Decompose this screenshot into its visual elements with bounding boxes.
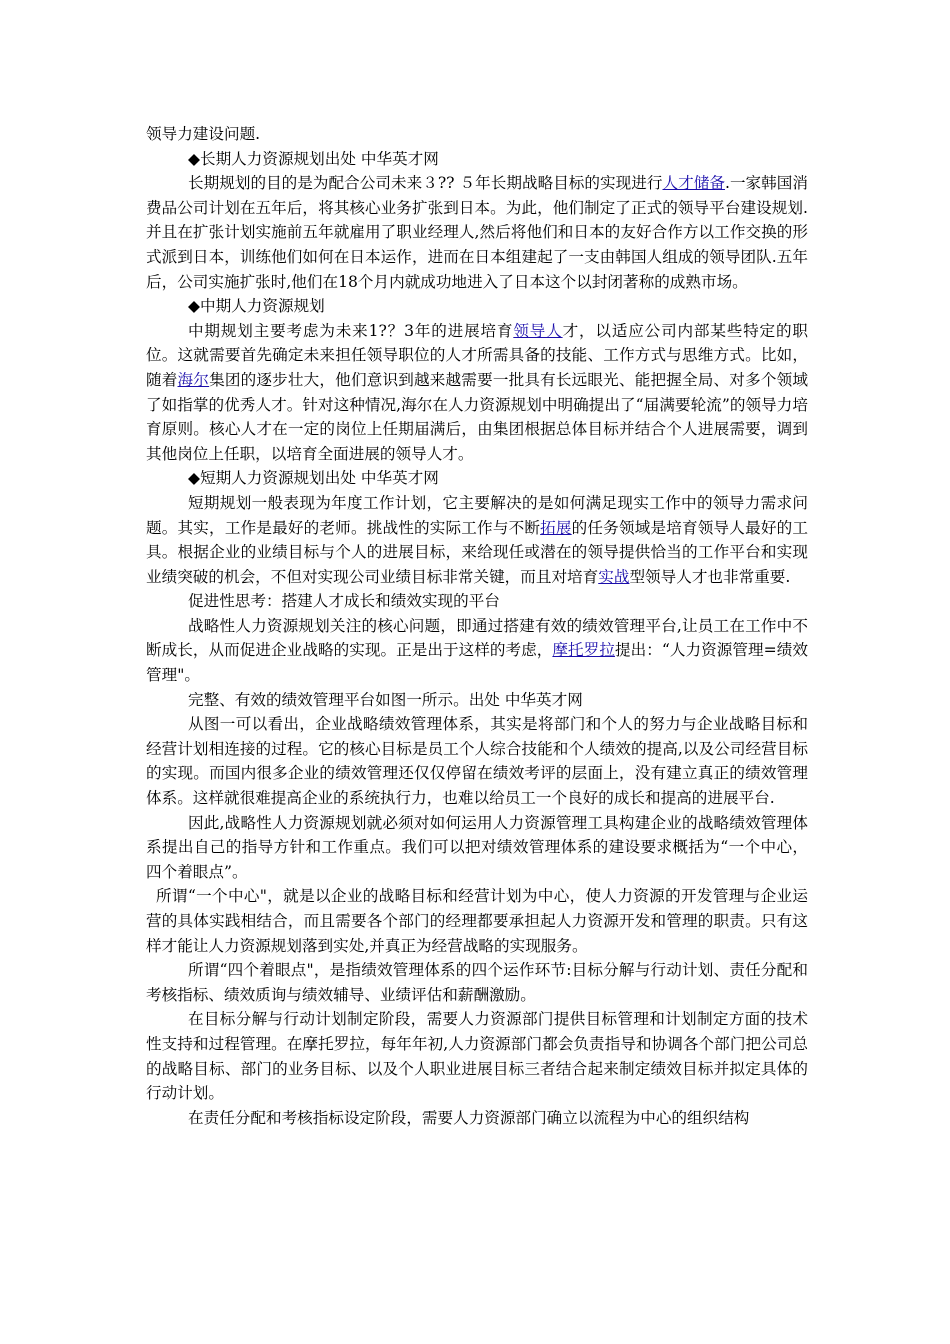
paragraph-text: 才，以适应公司内部某些特定的职位。这就需要首先确定未来担任领导职位的人才所需具备的技能、工作方式与思维方式。比如，随着 (146, 321, 808, 389)
paragraph-text: 型领导人才也非常重要. (629, 567, 791, 586)
paragraph-text: 所谓“四个着眼点"，是指绩效管理体系的四个运作环节:目标分解与行动计划、责任分配和考核指标、绩效质询与绩效辅导、业绩评估和薪酬激励。 (146, 961, 808, 1004)
paragraph-text: 完整、有效的绩效管理平台如图一所示。出处 中华英才网 (188, 690, 583, 709)
inline-link[interactable]: 海尔 (177, 370, 210, 389)
paragraph-text: 长期规划的目的是为配合公司未来３?? ５年长期战略目标的实现进行 (188, 174, 663, 193)
paragraph-text: ◆中期人力资源规划 (188, 297, 325, 316)
inline-link[interactable]: 领导人 (513, 321, 563, 340)
paragraph-text: 在目标分解与行动计划制定阶段，需要人力资源部门提供目标管理和计划制定方面的技术性支持和过程管理。在摩托罗拉，每年年初,人力资源部门都会负责指导和协调各个部门把公司总的战略目标、部门的业务目标、以及个人职业进展目标三者结合起来制定绩效目标并拟定具体的行动计划。 (146, 1010, 808, 1103)
paragraph-p11 (146, 712, 808, 810)
paragraph-text: ◆长期人力资源规划出处 中华英才网 (188, 149, 439, 168)
paragraph-p12 (146, 811, 808, 885)
paragraph-p10 (146, 688, 808, 713)
paragraph-text: 因此,战略性人力资源规划就必须对如何运用人力资源管理工具构建企业的战略绩效管理体系提出自己的指导方针和工作重点。我们可以把对绩效管理体系的建设要求概括为“一个中心，四个着眼点”。 (146, 813, 808, 881)
paragraph-text: 所谓“一个中心"，就是以企业的战略目标和经营计划为中心，使人力资源的开发管理与企业运营的具体实践相结合，而且需要各个部门的经理都要承担起人力资源开发和管理的职责。只有这样才能让人力资源规划落到实处,并真正为经营战略的实现服务。 (146, 887, 808, 955)
paragraph-p2 (146, 147, 808, 172)
paragraph-text: 战略性人力资源规划关注的核心问题，即通过搭建有效的绩效管理平台,让员工在工作中不断成长，从而促进企业战略的实现。正是出于这样的考虑， (146, 616, 808, 660)
paragraph-p15 (146, 1007, 808, 1105)
paragraph-p6 (146, 466, 808, 491)
paragraph-p5 (146, 319, 808, 467)
document-body (146, 122, 808, 1130)
paragraph-text: 促进性思考：搭建人才成长和绩效实现的平台 (188, 592, 500, 611)
paragraph-p3 (146, 171, 808, 294)
paragraph-p13 (146, 884, 808, 958)
paragraph-p9 (146, 614, 808, 688)
inline-link[interactable]: 拓展 (540, 518, 572, 537)
inline-link[interactable]: 实战 (598, 567, 630, 586)
paragraph-text: 集团的逐步壮大，他们意识到越来越需要一批具有长远眼光、能把握全局、对多个领域了如指掌的优秀人才。针对这种情况,海尔在人力资源规划中明确提出了“届满要轮流”的领导力培育原则。核心人才在一定的岗位上任期届满后，由集团根据总体目标并结合个人进展需要，调到其他岗位上任职，以培育全面进展的领导人才。 (146, 370, 808, 463)
paragraph-p14 (146, 958, 808, 1007)
inline-link[interactable]: 人才储备 (662, 174, 725, 193)
paragraph-text: 从图一可以看出，企业战略绩效管理体系，其实是将部门和个人的努力与企业战略目标和经营计划相连接的过程。它的核心目标是员工个人综合技能和个人绩效的提高,以及公司经营目标的实现。而国内很多企业的绩效管理还仅仅停留在绩效考评的层面上，没有建立真正的绩效管理体系。这样就很难提高企业的系统执行力，也难以给员工一个良好的成长和提高的进展平台. (146, 715, 808, 808)
inline-link[interactable]: 摩托罗拉 (552, 641, 615, 660)
paragraph-text: 的任务领域是培育领导人最好的工具。根据企业的业绩目标与个人的进展目标，来给现任或潜在的领导提供恰当的工作平台和实现业绩突破的机会，不但对实现公司业绩目标非常关键，而且对培育 (146, 518, 808, 586)
paragraph-p1 (146, 122, 808, 147)
paragraph-text: .一家韩国消费品公司计划在五年后，将其核心业务扩张到日本。为此，他们制定了正式的领导平台建设规划.并且在扩张计划实施前五年就雇用了职业经理人,然后将他们和日本的友好合作方以工作交换的形式派到日本，训练他们如何在日本运作，进而在日本组建起了一支由韩国人组成的领导团队.五年后，公司实施扩张时,他们在18个月内就成功地进入了日本这个以封闭著称的成熟市场。 (146, 174, 808, 291)
paragraph-text: 领导力建设问题. (146, 125, 261, 143)
paragraph-text: ◆短期人力资源规划出处 中华英才网 (188, 469, 439, 488)
paragraph-text: 中期规划主要考虑为未来1?？3年的进展培育 (188, 321, 514, 340)
paragraph-p8 (146, 589, 808, 614)
paragraph-text: 短期规划一般表现为年度工作计划，它主要解决的是如何满足现实工作中的领导力需求问题。其实，工作是最好的老师。挑战性的实际工作与不断 (146, 493, 808, 537)
paragraph-p7 (146, 491, 808, 589)
paragraph-text: 在责任分配和考核指标设定阶段，需要人力资源部门确立以流程为中心的组织结构 (188, 1108, 750, 1127)
paragraph-p4 (146, 294, 808, 319)
paragraph-text: 提出：“人力资源管理=绩效管理"。 (146, 641, 808, 685)
paragraph-p16 (146, 1106, 808, 1131)
